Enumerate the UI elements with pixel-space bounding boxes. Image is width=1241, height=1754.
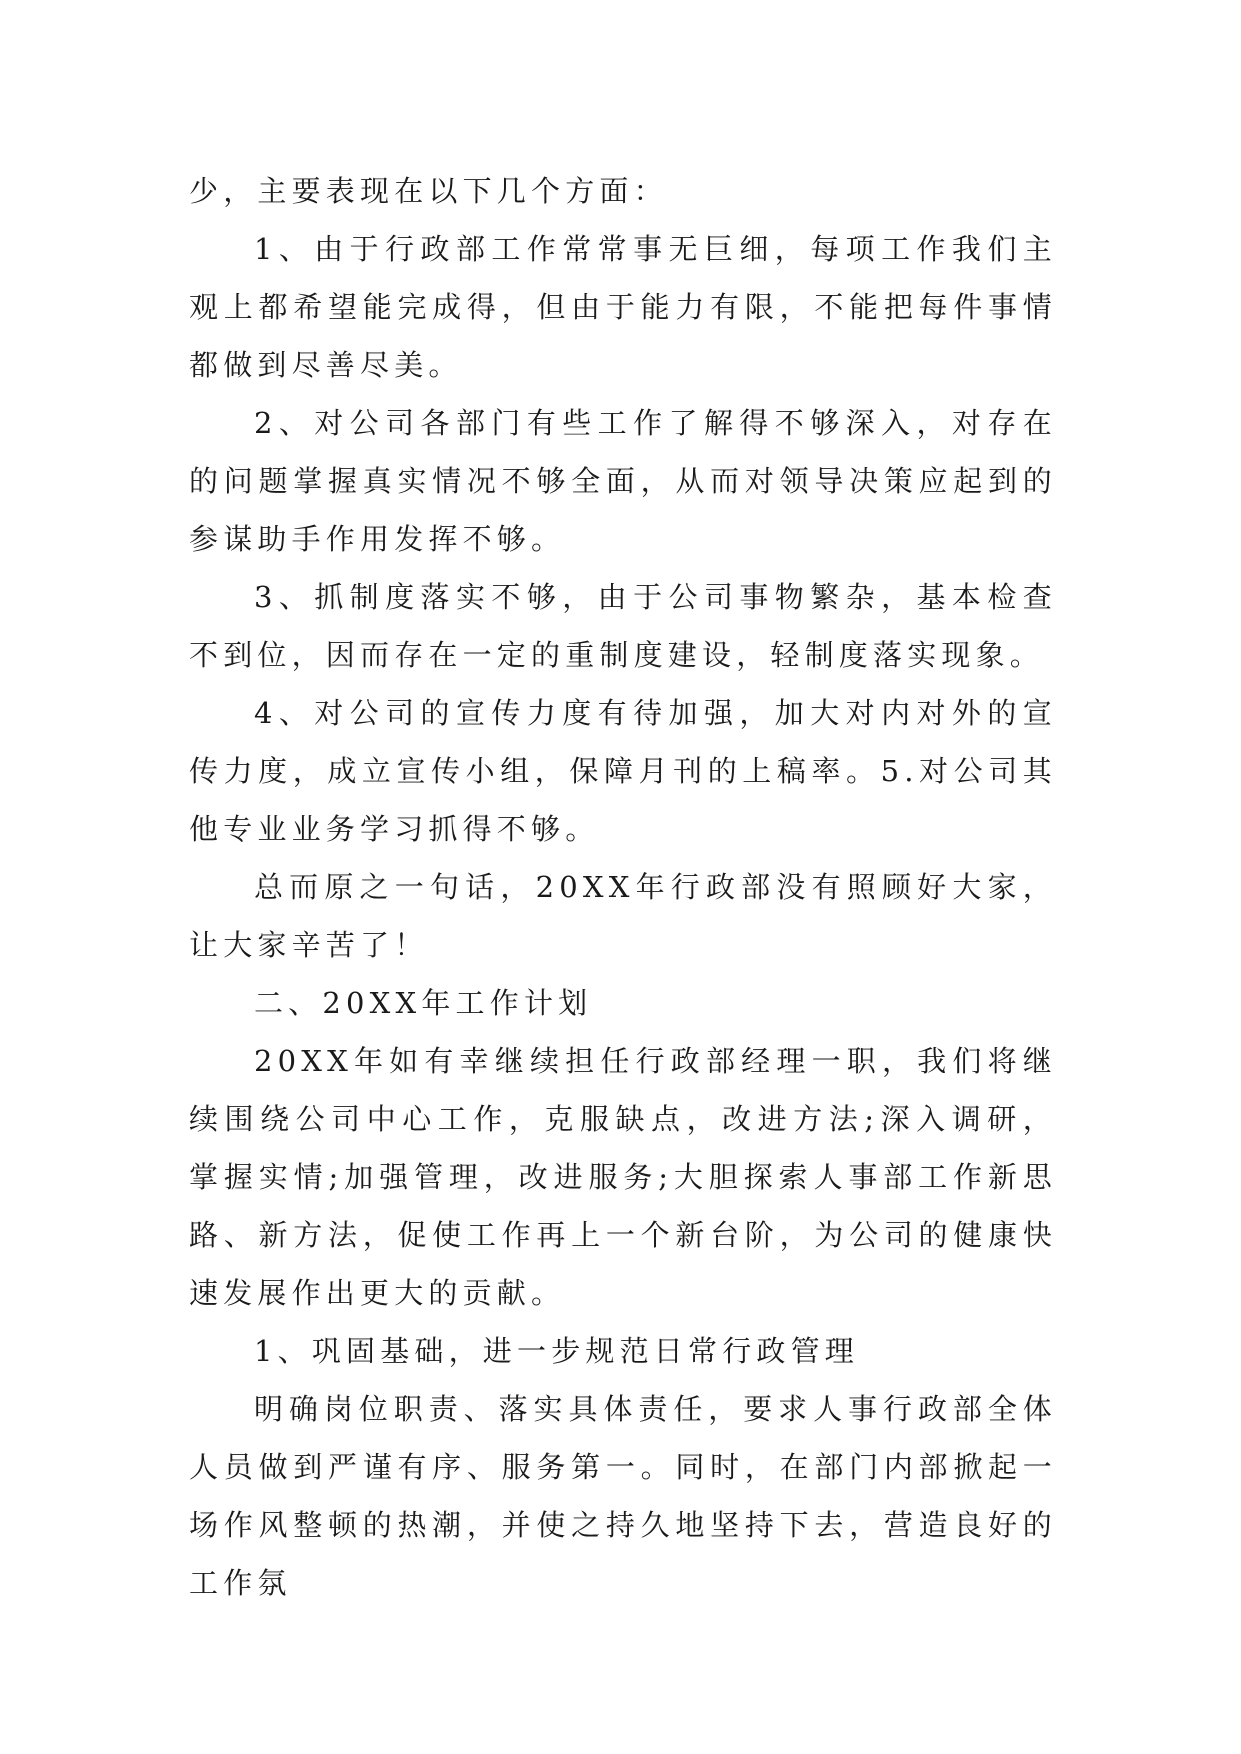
- paragraph-item-1: 1、由于行政部工作常常事无巨细，每项工作我们主观上都希望能完成得，但由于能力有限，不能把每件事情都做到尽善尽美。: [189, 232, 1057, 382]
- subheading-plan-1: 1、巩固基础，进一步规范日常行政管理: [253, 1334, 860, 1368]
- paragraph-item-3: 3、抓制度落实不够，由于公司事物繁杂，基本检查不到位，因而存在一定的重制度建设，轻制度落实现象。: [189, 580, 1057, 672]
- paragraph-intro: 少，主要表现在以下几个方面：: [189, 174, 668, 208]
- document-body: [189, 162, 1057, 1612]
- paragraph-item-4: 4、对公司的宣传力度有待加强，加大对内对外的宣传力度，成立宣传小组，保障月刊的上稿率。5.对公司其他专业业务学习抓得不够。: [189, 696, 1057, 846]
- paragraph-plan-1-body: 明确岗位职责、落实具体责任，要求人事行政部全体人员做到严谨有序、服务第一。同时，在部门内部掀起一场作风整顿的热潮，并使之持久地坚持下去，营造良好的工作氛: [189, 1392, 1057, 1600]
- paragraph-item-2: 2、对公司各部门有些工作了解得不够深入，对存在的问题掌握真实情况不够全面，从而对领导决策应起到的参谋助手作用发挥不够。: [189, 406, 1057, 556]
- section-heading-plan: 二、20XX年工作计划: [253, 986, 593, 1020]
- paragraph-summary: 总而原之一句话，20XX年行政部没有照顾好大家，让大家辛苦了！: [189, 870, 1057, 962]
- paragraph-plan-intro: 20XX年如有幸继续担任行政部经理一职，我们将继续围绕公司中心工作，克服缺点，改进方法;深入调研，掌握实情;加强管理，改进服务;大胆探索人事部工作新思路、新方法，促使工作再上一个新台阶，为公司的健康快速发展作出更大的贡献。: [189, 1044, 1057, 1310]
